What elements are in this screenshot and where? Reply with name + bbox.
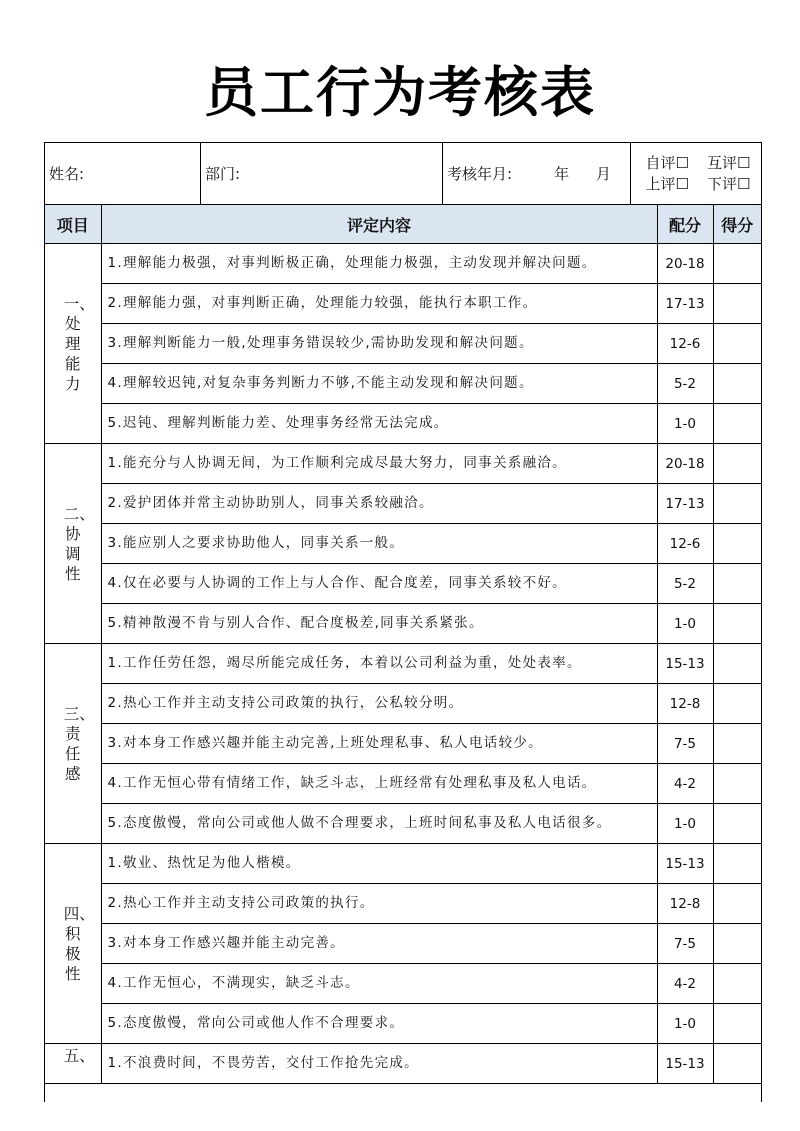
criteria-text: 1.工作任劳任怨，竭尽所能完成任务，本着以公司利益为重，处处表率。 bbox=[101, 644, 657, 684]
table-row bbox=[45, 364, 761, 404]
table-row bbox=[45, 804, 761, 844]
criteria-text: 2.热心工作并主动支持公司政策的执行。 bbox=[101, 884, 657, 924]
criteria-text: 5.迟钝、理解判断能力差、处理事务经常无法完成。 bbox=[101, 404, 657, 444]
score-input-cell[interactable] bbox=[713, 684, 761, 724]
superior-eval-checkbox[interactable]: 上评☐ bbox=[645, 174, 689, 193]
table-row bbox=[45, 924, 761, 964]
table-row bbox=[45, 444, 761, 484]
score-range: 5-2 bbox=[657, 364, 713, 404]
criteria-text: 4.工作无恒心，不满现实，缺乏斗志。 bbox=[101, 964, 657, 1004]
criteria-text: 3.理解判断能力一般,处理事务错误较少,需协助发现和解决问题。 bbox=[101, 324, 657, 364]
score-input-cell[interactable] bbox=[713, 1044, 761, 1084]
score-range: 7-5 bbox=[657, 924, 713, 964]
table-row bbox=[45, 564, 761, 604]
subordinate-eval-checkbox[interactable]: 下评☐ bbox=[707, 174, 751, 193]
month-field[interactable] bbox=[443, 143, 631, 204]
score-input-cell[interactable] bbox=[713, 284, 761, 324]
table-row bbox=[45, 284, 761, 324]
table-row bbox=[45, 724, 761, 764]
score-range: 15-13 bbox=[657, 844, 713, 884]
score-range: 12-6 bbox=[657, 524, 713, 564]
score-range: 15-13 bbox=[657, 644, 713, 684]
table-header bbox=[45, 205, 761, 244]
category-label: 四、积极性 bbox=[63, 904, 95, 983]
score-range: 15-13 bbox=[657, 1044, 713, 1084]
category-label: 三、责任感 bbox=[63, 704, 95, 783]
table-row bbox=[45, 764, 761, 804]
table-row bbox=[45, 964, 761, 1004]
category-label: 五、 bbox=[63, 1047, 95, 1065]
criteria-text: 5.态度傲慢，常向公司或他人做不合理要求，上班时间私事及私人电话很多。 bbox=[101, 804, 657, 844]
score-input-cell[interactable] bbox=[713, 484, 761, 524]
criteria-text: 3.能应别人之要求协助他人，同事关系一般。 bbox=[101, 524, 657, 564]
score-input-cell[interactable] bbox=[713, 1004, 761, 1044]
criteria-text: 2.热心工作并主动支持公司政策的执行，公私较分明。 bbox=[101, 684, 657, 724]
peer-eval-checkbox[interactable]: 互评☐ bbox=[707, 153, 751, 172]
criteria-text: 1.敬业、热忱足为他人楷模。 bbox=[101, 844, 657, 884]
name-field[interactable] bbox=[45, 143, 201, 204]
score-range: 4-2 bbox=[657, 964, 713, 1004]
score-input-cell[interactable] bbox=[713, 804, 761, 844]
evaluation-table bbox=[45, 205, 761, 1084]
table-row bbox=[45, 524, 761, 564]
score-input-cell[interactable] bbox=[713, 924, 761, 964]
table-row bbox=[45, 844, 761, 884]
category-cell bbox=[45, 244, 101, 444]
table-row bbox=[45, 324, 761, 364]
evaluation-type-options bbox=[631, 143, 761, 204]
score-range: 5-2 bbox=[657, 564, 713, 604]
score-input-cell[interactable] bbox=[713, 324, 761, 364]
category-cell bbox=[45, 844, 101, 1044]
score-range: 20-18 bbox=[657, 244, 713, 284]
score-range: 1-0 bbox=[657, 1004, 713, 1044]
table-row bbox=[45, 1004, 761, 1044]
category-label: 一、处理能力 bbox=[63, 294, 95, 393]
score-range: 20-18 bbox=[657, 444, 713, 484]
info-row bbox=[45, 143, 761, 205]
table-row bbox=[45, 884, 761, 924]
category-label: 二、协调性 bbox=[63, 504, 95, 583]
score-input-cell[interactable] bbox=[713, 644, 761, 684]
score-range: 4-2 bbox=[657, 764, 713, 804]
self-eval-checkbox[interactable]: 自评☐ bbox=[645, 153, 689, 172]
score-range: 12-6 bbox=[657, 324, 713, 364]
criteria-text: 4.工作无恒心带有情绪工作，缺乏斗志，上班经常有处理私事及私人电话。 bbox=[101, 764, 657, 804]
header-score: 配分 bbox=[657, 205, 713, 244]
score-input-cell[interactable] bbox=[713, 724, 761, 764]
name-label: 姓名: bbox=[49, 165, 85, 183]
department-label: 部门: bbox=[205, 165, 241, 183]
score-range: 7-5 bbox=[657, 724, 713, 764]
header-got: 得分 bbox=[713, 205, 761, 244]
header-item: 项目 bbox=[45, 205, 101, 244]
criteria-text: 1.不浪费时间，不畏劳苦，交付工作抢先完成。 bbox=[101, 1044, 657, 1084]
score-range: 17-13 bbox=[657, 484, 713, 524]
header-content: 评定内容 bbox=[101, 205, 657, 244]
score-input-cell[interactable] bbox=[713, 884, 761, 924]
category-cell bbox=[45, 1044, 101, 1084]
criteria-text: 2.爱护团体并常主动协助别人，同事关系较融洽。 bbox=[101, 484, 657, 524]
month-label: 考核年月: bbox=[447, 165, 513, 183]
score-range: 1-0 bbox=[657, 404, 713, 444]
table-row bbox=[45, 1044, 761, 1084]
table-row bbox=[45, 404, 761, 444]
table-row bbox=[45, 604, 761, 644]
criteria-text: 1.理解能力极强，对事判断极正确，处理能力极强，主动发现并解决问题。 bbox=[101, 244, 657, 284]
evaluation-sheet bbox=[44, 142, 762, 1102]
table-row bbox=[45, 484, 761, 524]
score-input-cell[interactable] bbox=[713, 244, 761, 284]
score-range: 1-0 bbox=[657, 604, 713, 644]
category-cell bbox=[45, 644, 101, 844]
score-range: 17-13 bbox=[657, 284, 713, 324]
criteria-text: 2.理解能力强，对事判断正确，处理能力较强，能执行本职工作。 bbox=[101, 284, 657, 324]
year-unit: 年 bbox=[554, 165, 570, 183]
department-field[interactable] bbox=[201, 143, 443, 204]
criteria-text: 3.对本身工作感兴趣并能主动完善,上班处理私事、私人电话较少。 bbox=[101, 724, 657, 764]
table-row bbox=[45, 244, 761, 284]
score-input-cell[interactable] bbox=[713, 524, 761, 564]
table-row bbox=[45, 684, 761, 724]
score-input-cell[interactable] bbox=[713, 564, 761, 604]
score-input-cell[interactable] bbox=[713, 404, 761, 444]
score-range: 1-0 bbox=[657, 804, 713, 844]
criteria-text: 5.态度傲慢，常向公司或他人作不合理要求。 bbox=[101, 1004, 657, 1044]
score-input-cell[interactable] bbox=[713, 844, 761, 884]
score-range: 12-8 bbox=[657, 884, 713, 924]
table-row bbox=[45, 644, 761, 684]
criteria-text: 4.仅在必要与人协调的工作上与人合作、配合度差，同事关系较不好。 bbox=[101, 564, 657, 604]
score-input-cell[interactable] bbox=[713, 764, 761, 804]
category-cell bbox=[45, 444, 101, 644]
criteria-text: 1.能充分与人协调无间，为工作顺利完成尽最大努力，同事关系融洽。 bbox=[101, 444, 657, 484]
score-input-cell[interactable] bbox=[713, 364, 761, 404]
criteria-text: 4.理解较迟钝,对复杂事务判断力不够,不能主动发现和解决问题。 bbox=[101, 364, 657, 404]
score-input-cell[interactable] bbox=[713, 604, 761, 644]
month-unit: 月 bbox=[595, 165, 611, 183]
score-input-cell[interactable] bbox=[713, 964, 761, 1004]
criteria-text: 5.精神散漫不肯与别人合作、配合度极差,同事关系紧张。 bbox=[101, 604, 657, 644]
score-input-cell[interactable] bbox=[713, 444, 761, 484]
page-title: 员工行为考核表 bbox=[204, 61, 596, 124]
criteria-text: 3.对本身工作感兴趣并能主动完善。 bbox=[101, 924, 657, 964]
score-range: 12-8 bbox=[657, 684, 713, 724]
